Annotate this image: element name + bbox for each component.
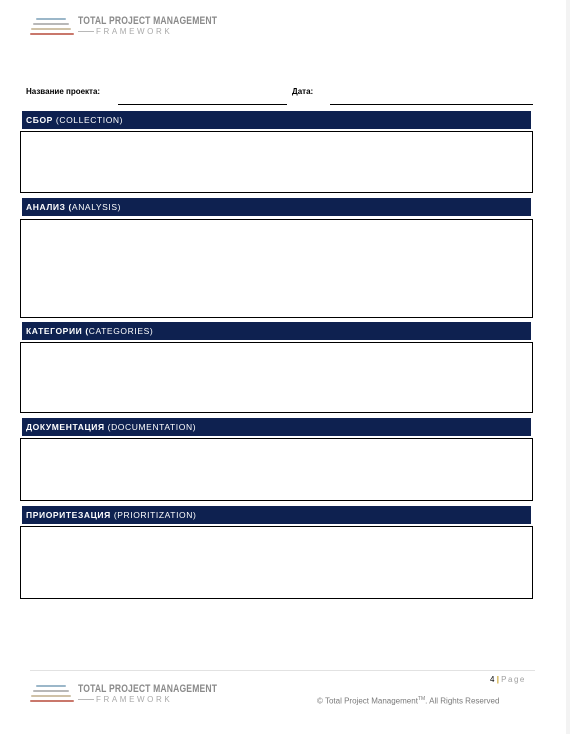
logo-bars-icon [30,15,74,37]
date-field[interactable] [330,104,533,105]
section-box-collection[interactable] [20,131,533,193]
header-logo [30,15,218,41]
footer-divider [30,670,535,671]
date-label: Дата: [292,87,314,96]
page-number: 4 | Page [490,675,526,684]
footer-logo [30,683,218,707]
project-name-label: Название проекта: [26,87,101,96]
page-edge [566,0,570,734]
section-box-analysis[interactable] [20,219,533,318]
section-box-categories[interactable] [20,342,533,413]
section-header-collection: СБОР (COLLECTION) [22,111,531,129]
logo-bars-icon [30,683,74,705]
copyright-text: © Total Project Management™. All Rights Reserved [317,696,500,706]
logo-title: TOTAL PROJECT MANAGEMENT [78,683,218,695]
section-header-documentation: ДОКУМЕНТАЦИЯ (DOCUMENTATION) [22,418,531,436]
section-box-documentation[interactable] [20,438,533,501]
logo-subtitle: FRAMEWORK [78,27,172,36]
logo-subtitle: FRAMEWORK [78,695,172,704]
section-box-prioritization[interactable] [20,526,533,599]
logo-title: TOTAL PROJECT MANAGEMENT [78,15,218,27]
project-name-field[interactable] [118,104,287,105]
section-header-prioritization: ПРИОРИТЕЗАЦИЯ (PRIORITIZATION) [22,506,531,524]
section-header-analysis: АНАЛИЗ (ANALYSIS) [22,198,531,216]
section-header-categories: КАТЕГОРИИ (CATEGORIES) [22,322,531,340]
